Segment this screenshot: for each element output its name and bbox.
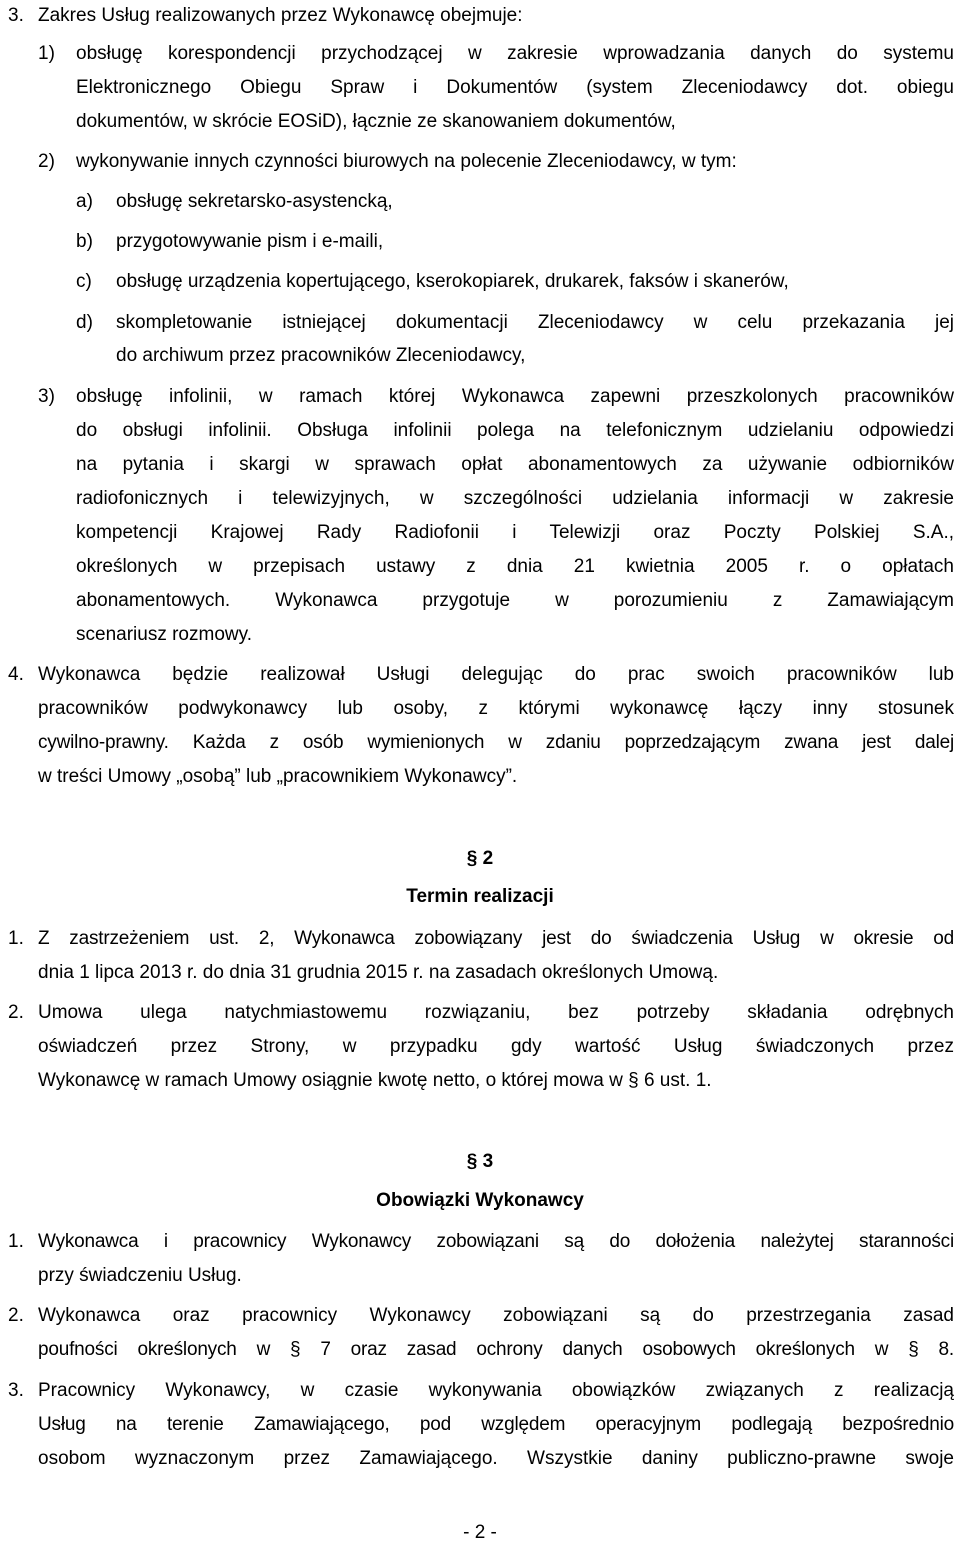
paragraph-line: Wykonawcę w ramach Umowy osiągnie kwotę netto, o której mowa w § 6 ust. 1. [38,1070,712,1091]
item-number: 2. [8,1002,24,1023]
paragraph-line: cywilno-prawny. Każda z osób wymienionych w zdaniu poprzedzającym zwana jest dalej [38,732,954,753]
paragraph-line: radiofonicznych i telewizyjnych, w szczególności udzielania informacji w zakresie [76,488,954,509]
subitem-letter: a) [76,191,93,212]
paragraph-line: pracowników podwykonawcy lub osoby, z którymi wykonawcę łączy inny stosunek [38,698,954,719]
paragraph-line: skompletowanie istniejącej dokumentacji Zleceniodawcy w celu przekazania jej [116,312,954,333]
paragraph-line: obsługę korespondencji przychodzącej w zakresie wprowadzania danych do systemu [76,43,954,64]
paragraph-line: na pytania i skargi w sprawach opłat abonamentowych za używanie odbiorników [76,454,954,475]
item-number: 1. [8,928,24,949]
paragraph-line: obsługę urządzenia kopertującego, kserokopiarek, drukarek, faksów i skanerów, [116,271,789,292]
subitem-number: 2) [38,151,55,172]
paragraph-line: Z zastrzeżeniem ust. 2, Wykonawca zobowiązany jest do świadczenia Usług w okresie od [38,928,954,949]
paragraph-line: do obsługi infolinii. Obsługa infolinii polega na telefonicznym udzielaniu odpowiedzi [76,420,954,441]
paragraph-line: kompetencji Krajowej Rady Radiofonii i Telewizji oraz Poczty Polskiej S.A., [76,522,954,543]
paragraph-line: Elektronicznego Obiegu Spraw i Dokumentów (system Zleceniodawcy dot. obiegu [76,77,954,98]
paragraph-line: w treści Umowy „osobą” lub „pracownikiem Wykonawcy”. [38,766,518,787]
paragraph-line: Wykonawca będzie realizował Usługi delegując do prac swoich pracowników lub [38,664,954,685]
paragraph-line: Pracownicy Wykonawcy, w czasie wykonywania obowiązków związanych z realizacją [38,1380,954,1401]
subitem-number: 1) [38,43,55,64]
paragraph-line: obsługę infolinii, w ramach której Wykonawca zapewni przeszkolonych pracowników [76,386,954,407]
section-heading: § 2 [466,848,494,869]
paragraph-line: scenariusz rozmowy. [76,624,252,645]
section-title: Termin realizacji [406,886,554,907]
paragraph-line: Wykonawca i pracownicy Wykonawcy zobowiązani są do dołożenia należytej staranności [38,1231,954,1252]
subitem-number: 3) [38,386,55,407]
section-title: Obowiązki Wykonawcy [376,1190,584,1211]
paragraph-line: wykonywanie innych czynności biurowych na polecenie Zleceniodawcy, w tym: [76,151,737,172]
paragraph-line: obsługę sekretarsko-asystencką, [116,191,393,212]
section-heading: § 3 [466,1151,494,1172]
item-number: 3. [8,5,24,26]
paragraph-line: dnia 1 lipca 2013 r. do dnia 31 grudnia 2015 r. na zasadach określonych Umową. [38,962,719,983]
paragraph-line: Usług na terenie Zamawiającego, pod względem operacyjnym podlegają bezpośrednio [38,1414,954,1435]
item-number: 3. [8,1380,24,1401]
subitem-letter: b) [76,231,93,252]
item-number: 1. [8,1231,24,1252]
paragraph-line: Zakres Usług realizowanych przez Wykonawcę obejmuje: [38,5,523,26]
subitem-letter: d) [76,312,93,333]
page-number: - 2 - [463,1522,497,1543]
paragraph-line: oświadczeń przez Strony, w przypadku gdy wartość Usług świadczonych przez [38,1036,954,1057]
subitem-letter: c) [76,271,92,292]
paragraph-line: do archiwum przez pracowników Zleceniodawcy, [116,345,526,366]
paragraph-line: określonych w przepisach ustawy z dnia 21 kwietnia 2005 r. o opłatach [76,556,954,577]
paragraph-line: poufności określonych w § 7 oraz zasad ochrony danych osobowych określonych w § 8. [38,1339,954,1360]
item-number: 2. [8,1305,24,1326]
paragraph-line: abonamentowych. Wykonawca przygotuje w porozumieniu z Zamawiającym [76,590,954,611]
paragraph-line: Wykonawca oraz pracownicy Wykonawcy zobowiązani są do przestrzegania zasad [38,1305,954,1326]
paragraph-line: osobom wyznaczonym przez Zamawiającego. Wszystkie daniny publiczno-prawne swoje [38,1448,954,1469]
paragraph-line: przygotowywanie pism i e-maili, [116,231,384,252]
item-number: 4. [8,664,24,685]
paragraph-line: dokumentów, w skrócie EOSiD), łącznie ze skanowaniem dokumentów, [76,111,676,132]
paragraph-line: przy świadczeniu Usług. [38,1265,242,1286]
paragraph-line: Umowa ulega natychmiastowemu rozwiązaniu, bez potrzeby składania odrębnych [38,1002,954,1023]
